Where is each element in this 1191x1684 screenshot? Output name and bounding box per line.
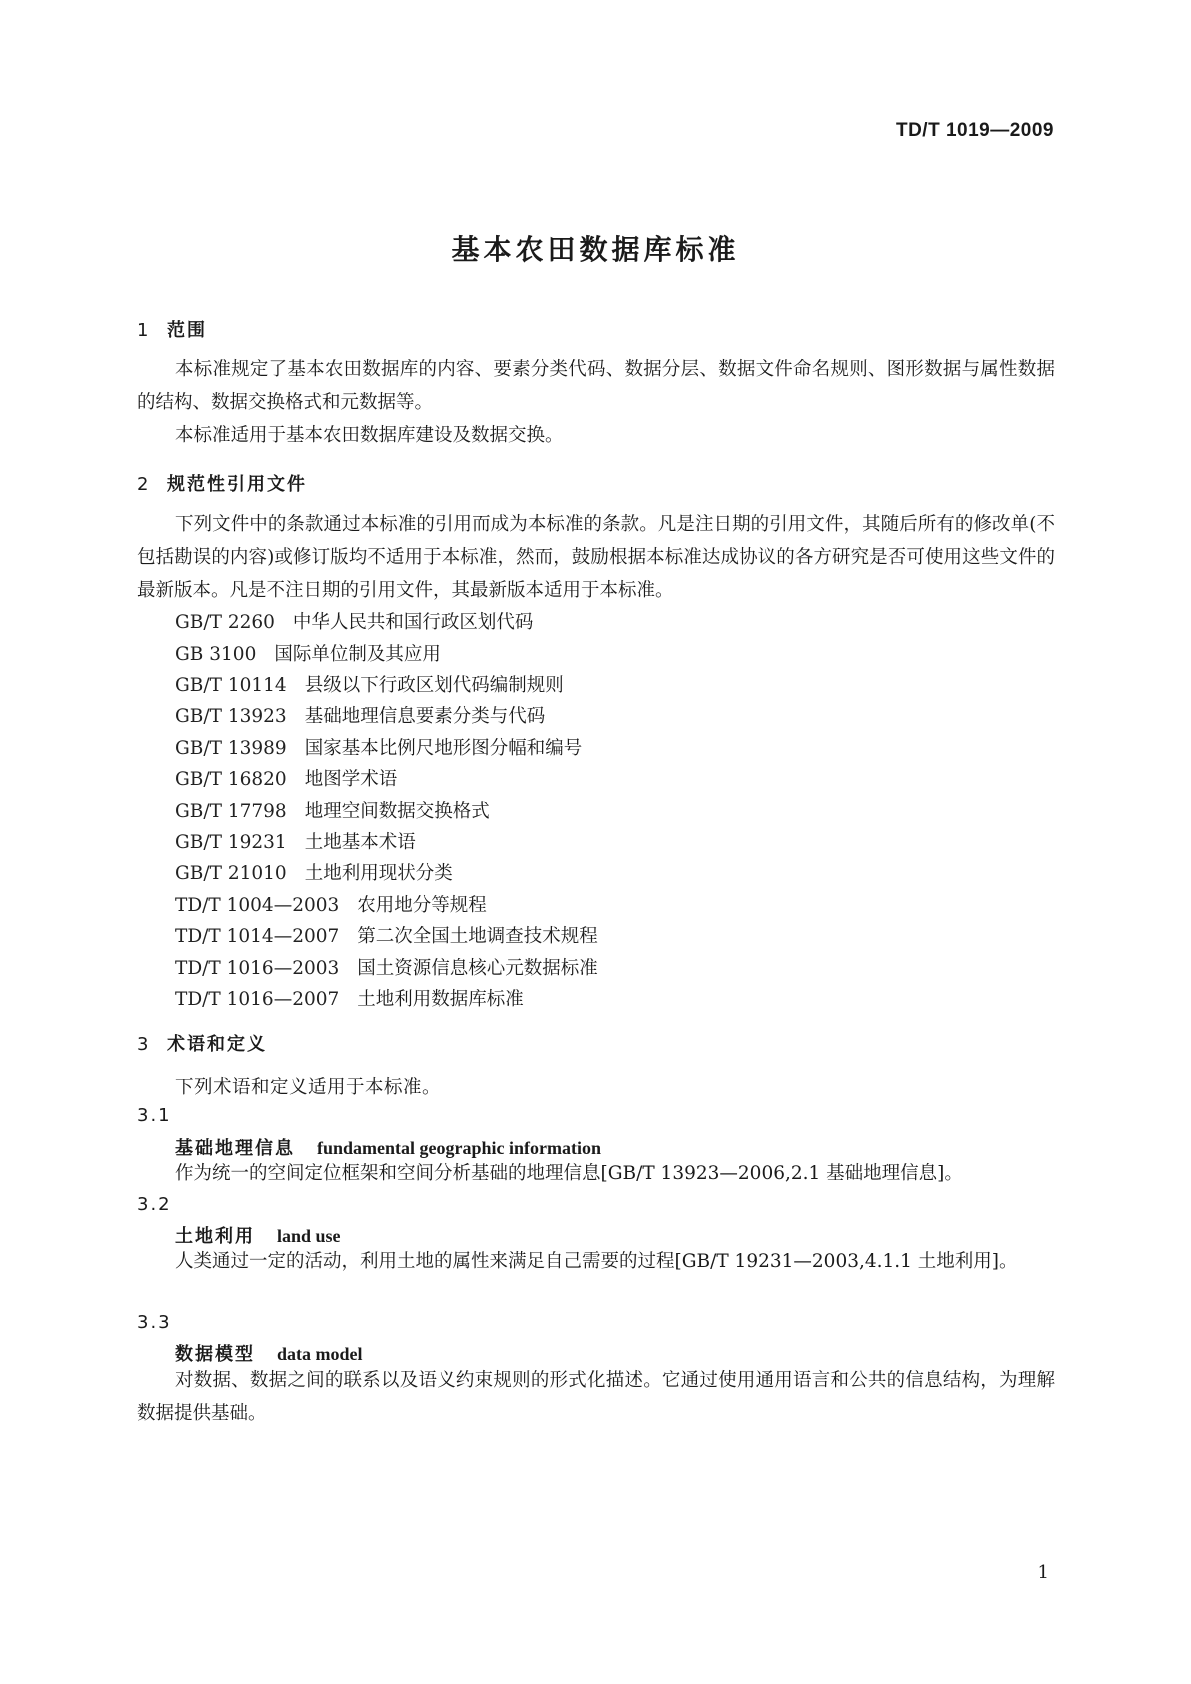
reference-item — [175, 985, 524, 1011]
reference-title: 基础地理信息要素分类与代码 — [304, 706, 546, 727]
term-en: data model — [277, 1344, 363, 1364]
reference-item — [175, 671, 564, 697]
scope-paragraph-2: 本标准适用于基本农田数据库建设及数据交换。 — [175, 425, 564, 446]
reference-code: GB 3100 — [175, 644, 257, 665]
reference-code: TD/T 1016—2007 — [175, 989, 340, 1010]
reference-title: 国家基本比例尺地形图分幅和编号 — [304, 738, 583, 759]
reference-code: GB/T 13923 — [175, 706, 287, 727]
reference-code: GB/T 10114 — [175, 675, 287, 696]
reference-code: GB/T 19231 — [175, 832, 287, 853]
section-heading-references — [137, 470, 307, 496]
terms-intro: 下列术语和定义适用于本标准。 — [175, 1077, 442, 1098]
reference-code: GB/T 13989 — [175, 738, 287, 759]
clause-number: 3.1 — [137, 1105, 172, 1126]
reference-code: GB/T 17798 — [175, 801, 287, 822]
standard-code: TD/T 1019—2009 — [895, 120, 1054, 141]
reference-title: 地图学术语 — [304, 769, 398, 790]
reference-code: TD/T 1004—2003 — [175, 895, 340, 916]
reference-title: 土地利用现状分类 — [304, 863, 453, 884]
reference-item — [175, 891, 487, 917]
section-title: 范围 — [167, 320, 207, 341]
section-heading-scope — [137, 316, 207, 342]
term-heading — [175, 1340, 363, 1366]
reference-title: 国际单位制及其应用 — [274, 644, 441, 665]
reference-code: TD/T 1014—2007 — [175, 926, 340, 947]
reference-item — [175, 765, 397, 791]
clause-number: 3.2 — [137, 1194, 172, 1215]
document-title: 基本农田数据库标准 — [451, 233, 740, 266]
reference-item — [175, 640, 441, 666]
reference-title: 土地基本术语 — [304, 832, 416, 853]
section-number: 3 — [137, 1034, 151, 1055]
scope-paragraph-1: 本标准规定了基本农田数据库的内容、要素分类代码、数据分层、数据文件命名规则、图形数据与属性数据的结构、数据交换格式和元数据等。 — [137, 359, 1055, 413]
reference-title: 中华人民共和国行政区划代码 — [292, 612, 534, 633]
term-definition: 人类通过一定的活动，利用土地的属性来满足自己需要的过程[GB/T 19231—2003,4.1.1 土地利用]。 — [175, 1251, 1018, 1272]
reference-title: 土地利用数据库标准 — [357, 989, 524, 1010]
reference-code: GB/T 16820 — [175, 769, 287, 790]
clause-number: 3.3 — [137, 1312, 172, 1333]
reference-item — [175, 828, 416, 854]
references-intro: 下列文件中的条款通过本标准的引用而成为本标准的条款。凡是注日期的引用文件，其随后所有的修改单(不包括勘误的内容)或修订版均不适用于本标准，然而，鼓励根据本标准达成协议的各方研究是否可使用这些文件的最新版本。凡是不注日期的引用文件，其最新版本适用于本标准。 — [137, 514, 1055, 601]
reference-title: 农用地分等规程 — [357, 895, 487, 916]
term-en: fundamental geographic information — [317, 1138, 602, 1158]
reference-item — [175, 734, 582, 760]
reference-item — [175, 922, 598, 948]
term-zh: 数据模型 — [175, 1344, 255, 1365]
reference-code: GB/T 2260 — [175, 612, 275, 633]
section-title: 规范性引用文件 — [167, 474, 307, 495]
section-number: 2 — [137, 474, 151, 495]
reference-title: 县级以下行政区划代码编制规则 — [304, 675, 564, 696]
section-heading-terms — [137, 1030, 267, 1056]
reference-code: TD/T 1016—2003 — [175, 958, 340, 979]
reference-item — [175, 608, 533, 634]
term-definition: 对数据、数据之间的联系以及语义约束规则的形式化描述。它通过使用通用语言和公共的信息结构，为理解数据提供基础。 — [137, 1370, 1055, 1424]
term-zh: 土地利用 — [175, 1226, 255, 1247]
reference-code: GB/T 21010 — [175, 863, 287, 884]
term-definition: 作为统一的空间定位框架和空间分析基础的地理信息[GB/T 13923—2006,2.1 基础地理信息]。 — [175, 1163, 963, 1184]
reference-item — [175, 859, 453, 885]
reference-item — [175, 797, 490, 823]
page-number: 1 — [1037, 1562, 1049, 1583]
reference-title: 地理空间数据交换格式 — [304, 801, 490, 822]
reference-title: 国土资源信息核心元数据标准 — [357, 958, 598, 979]
term-en: land use — [277, 1226, 341, 1246]
term-zh: 基础地理信息 — [175, 1138, 295, 1159]
section-title: 术语和定义 — [167, 1034, 267, 1055]
reference-item — [175, 954, 598, 980]
reference-item — [175, 702, 545, 728]
reference-title: 第二次全国土地调查技术规程 — [357, 926, 598, 947]
section-number: 1 — [137, 320, 151, 341]
